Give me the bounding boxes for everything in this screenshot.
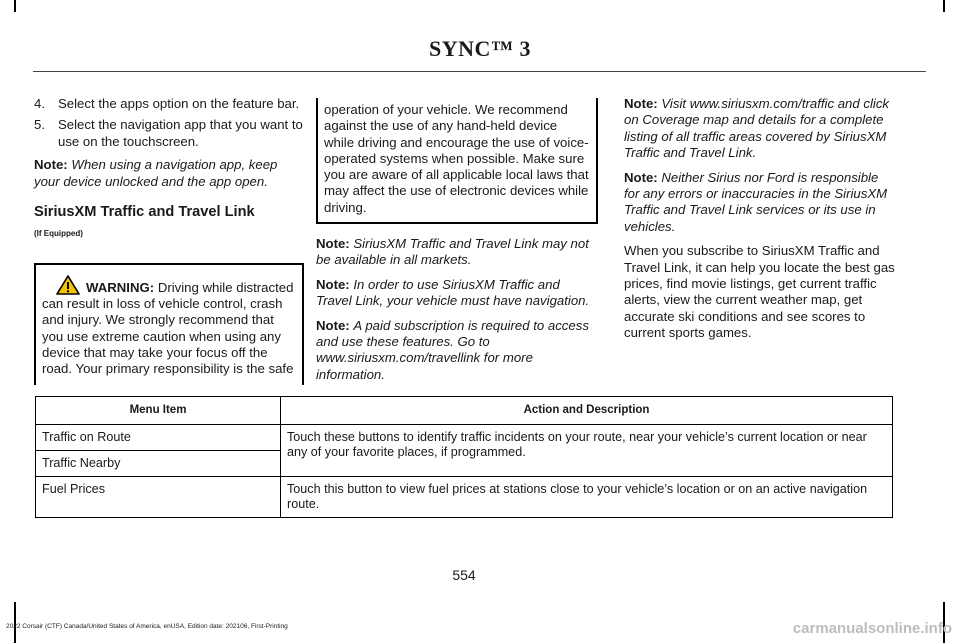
crop-mark-top-left — [14, 0, 16, 12]
description-cell: Touch this button to view fuel prices at stations close to your vehicle’s location or on an active navigation route. — [281, 477, 893, 518]
table-header-row — [36, 397, 893, 425]
note-responsibility: Note: Neither Sirius nor Ford is responsible for any errors or inaccuracies in the SiriusXM Traffic and Travel Link services or its use in vehicles. — [624, 169, 888, 234]
middle-column — [316, 96, 598, 391]
step-item: 5. Select the navigation app that you want to use on the touchscreen. — [34, 117, 303, 149]
warning-box-continued: operation of your vehicle. We recommend against the use of any hand-held device while driving and encourage the use of voice-operated systems when possible. Make sure you are aware of all applicable local laws that may affect the use of electronic devices while driving. — [316, 98, 598, 224]
note-coverage-map: Note: Visit www.siriusxm.com/traffic and click on Coverage map and details for a complete listing of all traffic areas covered by SiriusXM Traffic and Travel Link. — [624, 96, 890, 161]
middle-notes — [316, 236, 598, 383]
menu-item-cell: Traffic on Route — [36, 425, 281, 451]
right-column — [624, 96, 896, 350]
steps-list — [34, 96, 304, 150]
note-subscription: Note: A paid subscription is required to access and use these features. Go to www.siriusxm.com/travellink for more information. — [316, 317, 589, 382]
edition-footer: 2022 Corsair (CTF) Canada/United States of America, enUSA, Edition date: 202106, First-Printing — [6, 623, 288, 630]
note-markets: Note: SiriusXM Traffic and Travel Link may not be available in all markets. — [316, 236, 589, 268]
description-cell: Touch these buttons to identify traffic incidents on your route, near your vehicle’s current location or near any of your favorite places, if programmed. — [281, 425, 893, 477]
page-title: SYNC™ 3 — [429, 36, 531, 61]
menu-item-cell: Fuel Prices — [36, 477, 281, 518]
watermark: carmanualsonline.info — [792, 620, 952, 637]
warning-triangle-icon — [56, 275, 80, 295]
table-row — [36, 477, 893, 518]
table-row — [36, 425, 893, 451]
header-rule — [33, 71, 926, 72]
section-heading: SiriusXM Traffic and Travel Link (If Equipped) — [34, 203, 304, 243]
page-number: 554 — [452, 567, 476, 583]
note-navigation-app: Note: When using a navigation app, keep your device unlocked and the app open. — [34, 157, 278, 189]
menu-table — [35, 396, 893, 518]
crop-mark-top-right — [943, 0, 945, 12]
left-column — [34, 96, 304, 385]
equipped-qualifier: (If Equipped) — [34, 229, 83, 239]
column-header-action: Action and Description — [281, 397, 893, 425]
subscription-paragraph: When you subscribe to SiriusXM Traffic and Travel Link, it can help you locate the best gas prices, find movie listings, get current traffic alerts, view the current weather map, get accurate ski conditions and see scores to current sports games. — [624, 243, 895, 341]
step-item: 4. Select the apps option on the feature bar. — [34, 96, 300, 111]
note-navigation-required: Note: In order to use SiriusXM Traffic and Travel Link, your vehicle must have navigation. — [316, 276, 590, 309]
menu-item-cell: Traffic Nearby — [36, 451, 281, 477]
column-header-menu-item: Menu Item — [36, 397, 281, 425]
warning-box: WARNING: Driving while distracted can result in loss of vehicle control, crash and injury. We strongly recommend that you use extreme caution when using any device that may take your focus off the road. Your primary responsibility is the safe — [34, 263, 304, 385]
